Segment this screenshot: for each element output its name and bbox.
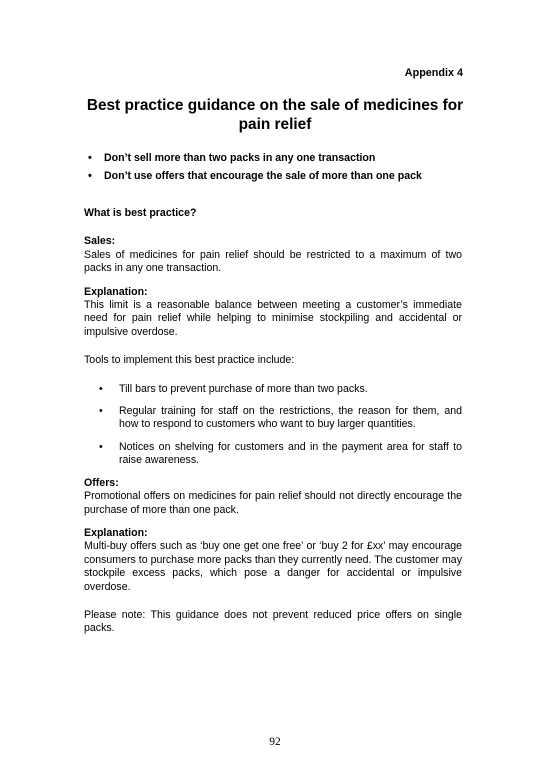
appendix-label: Appendix 4 [404,67,463,79]
bullet-icon: • [99,382,103,395]
guidance-note: Please note: This guidance does not prevent reduced price offers on single packs. [84,608,462,635]
best-practice-question: What is best practice? [84,207,197,219]
tool-text: Notices on shelving for customers and in the payment area for staff to raise awareness. [119,440,462,467]
tool-text: Till bars to prevent purchase of more than two packs. [119,382,368,395]
offers-explanation-text: Multi-buy offers such as ‘buy one get one free’ or ‘buy 2 for £xx’ may encourage consumers to purchase more packs than they currently need. The customer may stockpile excess packs, which pose a danger for accidental or impulsive overdose. [84,540,462,593]
page-title: Best practice guidance on the sale of medicines for pain relief [86,97,464,133]
tool-item [84,441,462,468]
key-points-list [86,152,486,189]
sales-text: Sales of medicines for pain relief should be restricted to a maximum of two packs in any one transaction. [84,248,462,275]
key-point-item [86,152,486,165]
bullet-icon: • [88,170,92,183]
sales-heading: Sales: [84,235,116,248]
bullet-icon: • [99,440,103,453]
page-number: 92 [269,736,281,748]
main-content [84,207,462,636]
tool-text: Regular training for staff on the restrictions, the reason for them, and how to respond to customers who want to buy larger quantities. [119,405,462,431]
sales-explanation-text: This limit is a reasonable balance between meeting a customer’s immediate need for pain relief while helping to minimise stockpiling and accidental or impulsive overdose. [84,299,462,338]
tools-list [84,383,462,468]
tool-item [84,405,462,432]
key-point-text: Don’t use offers that encourage the sale of more than one pack [104,170,422,183]
tools-intro: Tools to implement this best practice include: [84,354,295,367]
bullet-icon: • [99,405,103,418]
bullet-icon: • [88,152,92,164]
tool-item [84,383,462,396]
offers-explanation-heading: Explanation: [84,526,148,539]
key-point-item [86,170,486,183]
offers-text: Promotional offers on medicines for pain relief should not directly encourage the purchase of more than one pack. [84,490,462,516]
sales-explanation-heading: Explanation: [84,285,148,298]
offers-heading: Offers: [84,476,119,489]
key-point-text: Don’t sell more than two packs in any one transaction [104,152,376,164]
